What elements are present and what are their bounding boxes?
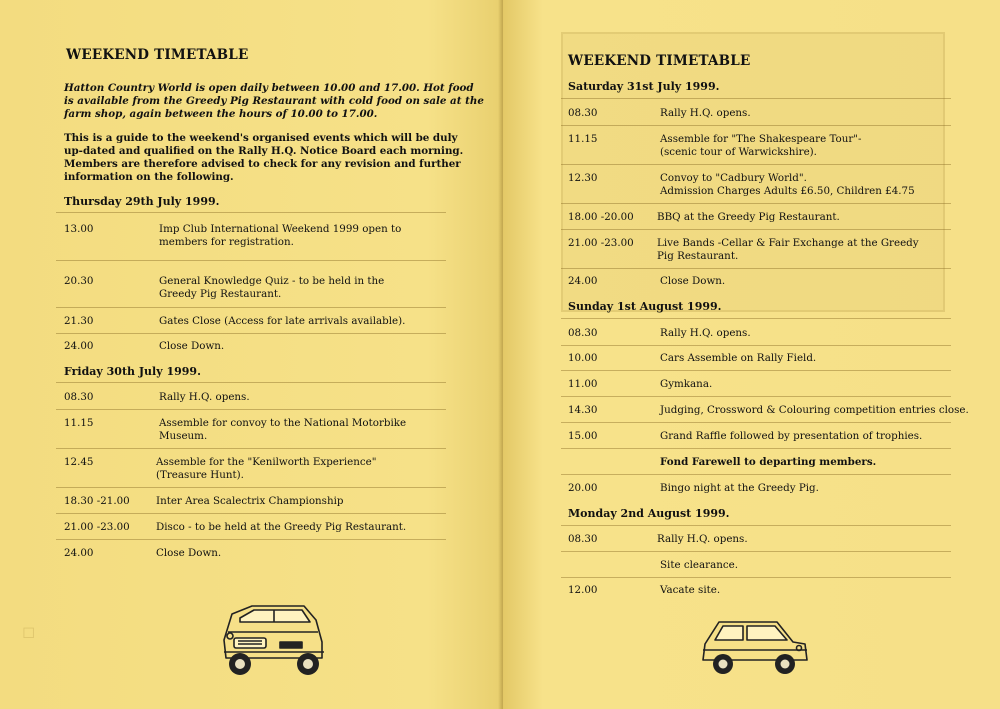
event-line: Assemble for "The Shakespeare Tour"- [660, 133, 862, 145]
event-line: Rally H.Q. opens. [159, 391, 250, 403]
event-description [660, 107, 751, 120]
event-line: (scenic tour of Warwickshire). [660, 146, 817, 158]
event-description [156, 547, 221, 560]
event-line: Gates Close (Access for late arrivals available). [159, 315, 406, 327]
event-time: 13.00 [64, 223, 94, 235]
divider [561, 203, 951, 204]
event-description [159, 417, 406, 443]
divider [561, 164, 951, 165]
event-description [156, 495, 343, 508]
event-line: Grand Raffle followed by presentation of trophies. [660, 430, 923, 442]
event-line: Imp Club International Weekend 1999 open to [159, 223, 402, 235]
event-line: Museum. [159, 430, 208, 442]
divider [56, 212, 446, 213]
event-time: 08.30 [568, 327, 598, 339]
event-time: 20.00 [568, 482, 598, 494]
divider [56, 333, 446, 334]
event-time: 11.15 [568, 133, 598, 145]
event-line: General Knowledge Quiz - to be held in the [159, 275, 385, 287]
event-description [660, 430, 922, 443]
divider [56, 409, 446, 410]
right-page-title: WEEKEND TIMETABLE [568, 53, 751, 69]
event-time: 08.30 [64, 391, 94, 403]
divider [561, 525, 951, 526]
event-description [660, 172, 915, 198]
event-time: 18.30 -21.00 [64, 495, 130, 507]
left-page-title: WEEKEND TIMETABLE [66, 47, 249, 63]
event-description [660, 584, 720, 597]
event-description [159, 340, 224, 353]
event-description [657, 533, 748, 546]
event-description [156, 456, 376, 482]
event-time: 10.00 [568, 352, 598, 364]
divider [561, 448, 951, 449]
event-line: BBQ at the Greedy Pig Restaurant. [657, 211, 840, 223]
event-line: Pig Restaurant. [657, 250, 739, 262]
event-line: Vacate site. [660, 584, 721, 596]
divider [561, 268, 951, 269]
event-line: Judging, Crossword & Colouring competition entries close. [660, 404, 969, 416]
show-through-mark: ◻ [22, 622, 36, 641]
event-time: 21.30 [64, 315, 94, 327]
divider [56, 539, 446, 540]
event-line: Rally H.Q. opens. [657, 533, 748, 545]
event-time: 12.00 [568, 584, 598, 596]
event-line: members for registration. [159, 236, 294, 248]
event-description [660, 133, 862, 159]
divider [561, 422, 951, 423]
day-heading-friday: Friday 30th July 1999. [64, 365, 201, 378]
event-line: Assemble for the "Kenilworth Experience" [156, 456, 377, 468]
event-description [159, 315, 405, 328]
event-description [660, 482, 819, 495]
event-line: Rally H.Q. opens. [660, 327, 751, 339]
divider [561, 370, 951, 371]
divider [56, 448, 446, 449]
day-heading-sunday: Sunday 1st August 1999. [568, 300, 722, 313]
event-time: 14.30 [568, 404, 598, 416]
event-time: 12.30 [568, 172, 598, 184]
intro-line: up-dated and qualified on the Rally H.Q. Notice Board each morning. [64, 145, 464, 157]
opening-hours-note [64, 82, 484, 121]
event-description [159, 391, 250, 404]
divider [561, 577, 951, 578]
event-description [657, 237, 919, 263]
event-time: 15.00 [568, 430, 598, 442]
divider [561, 318, 951, 319]
car-illustration-icon [218, 598, 330, 678]
event-time: 24.00 [64, 547, 94, 559]
event-line: Greedy Pig Restaurant. [159, 288, 282, 300]
event-time: 21.00 -23.00 [64, 521, 130, 533]
event-line: Fond Farewell to departing members. [660, 456, 877, 468]
event-description [660, 327, 751, 340]
event-time: 20.30 [64, 275, 94, 287]
event-line: Disco - to be held at the Greedy Pig Restaurant. [156, 521, 407, 533]
event-line: (Treasure Hunt). [156, 469, 244, 481]
event-time: 08.30 [568, 533, 598, 545]
event-description [159, 275, 384, 301]
event-time: 21.00 -23.00 [568, 237, 634, 249]
event-line: Close Down. [156, 547, 222, 559]
event-description [156, 521, 406, 534]
day-heading-monday: Monday 2nd August 1999. [568, 507, 730, 520]
event-description [660, 275, 725, 288]
divider [56, 307, 446, 308]
event-line: Gymkana. [660, 378, 713, 390]
divider [561, 98, 951, 99]
divider [561, 229, 951, 230]
divider [561, 125, 951, 126]
event-description [660, 378, 712, 391]
intro-line: Members are therefore advised to check for any revision and further [64, 158, 461, 170]
event-time: 24.00 [568, 275, 598, 287]
day-heading-saturday: Saturday 31st July 1999. [568, 80, 720, 93]
intro-line: This is a guide to the weekend's organised events which will be duly [64, 132, 458, 144]
event-description [660, 456, 876, 469]
event-time: 08.30 [568, 107, 598, 119]
event-line: Cars Assemble on Rally Field. [660, 352, 817, 364]
event-line: Bingo night at the Greedy Pig. [660, 482, 819, 494]
event-line: Convoy to "Cadbury World". [660, 172, 807, 184]
intro-line: Hatton Country World is open daily between 10.00 and 17.00. Hot food [64, 82, 474, 94]
divider [56, 260, 446, 261]
divider [56, 382, 446, 383]
event-line: Close Down. [660, 275, 726, 287]
intro-line: information on the following. [64, 171, 234, 183]
event-line: Close Down. [159, 340, 225, 352]
event-description [660, 559, 738, 572]
divider [561, 551, 951, 552]
intro-line: farm shop, again between the hours of 10.00 to 17.00. [64, 108, 378, 120]
event-line: Inter Area Scalectrix Championship [156, 495, 344, 507]
divider [561, 345, 951, 346]
event-description [660, 352, 816, 365]
intro-line: is available from the Greedy Pig Restaurant with cold food on sale at the [64, 95, 484, 107]
event-line: Live Bands -Cellar & Fair Exchange at the Greedy [657, 237, 919, 249]
guide-note [64, 132, 463, 184]
divider [561, 396, 951, 397]
divider [561, 474, 951, 475]
event-description [657, 211, 840, 224]
event-time: 12.45 [64, 456, 94, 468]
event-time: 11.00 [568, 378, 598, 390]
event-description [159, 223, 401, 249]
divider [56, 487, 446, 488]
event-line: Admission Charges Adults £6.50, Children £4.75 [660, 185, 915, 197]
right-page [503, 0, 1000, 709]
day-heading-thursday: Thursday 29th July 1999. [64, 195, 220, 208]
divider [56, 513, 446, 514]
event-time: 11.15 [64, 417, 94, 429]
event-time: 18.00 -20.00 [568, 211, 634, 223]
event-line: Assemble for convoy to the National Motorbike [159, 417, 407, 429]
event-description [660, 404, 969, 417]
car-illustration-icon [699, 614, 811, 678]
event-time: 24.00 [64, 340, 94, 352]
event-line: Rally H.Q. opens. [660, 107, 751, 119]
event-line: Site clearance. [660, 559, 738, 571]
